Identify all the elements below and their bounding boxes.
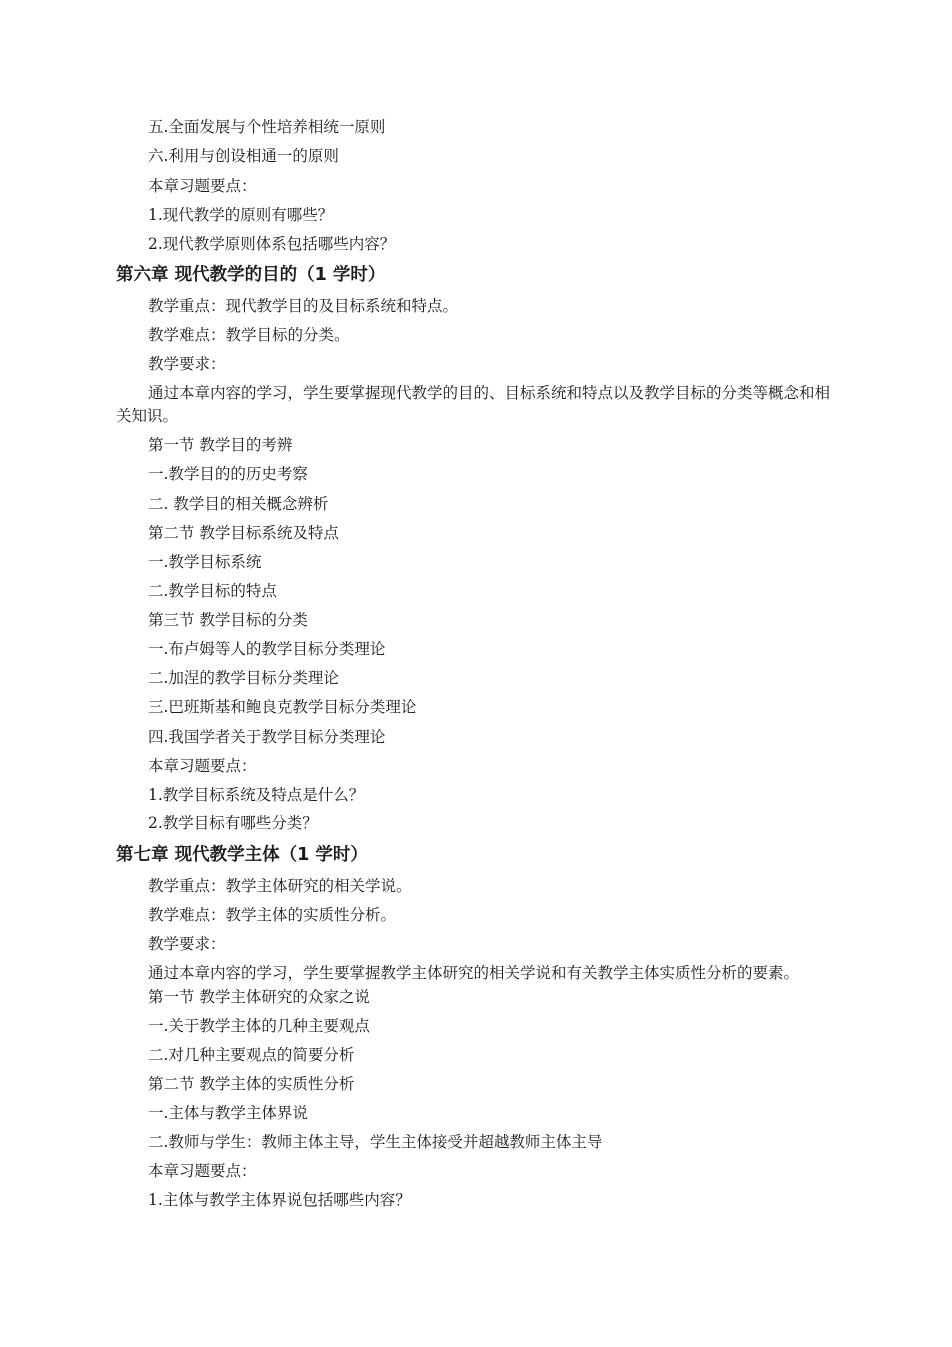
section-title: 第二节 教学目标系统及特点 — [148, 524, 339, 542]
teaching-focus: 教学重点：教学主体研究的相关学说。 — [148, 877, 412, 895]
section-item: 二.加涅的教学目标分类理论 — [148, 669, 339, 687]
teaching-requirement-label: 教学要求： — [148, 355, 226, 373]
section-title: 第一节 教学目的考辨 — [148, 436, 293, 454]
section-item: 一.教学目标系统 — [148, 553, 262, 571]
principle-item-6: 六.利用与创设相通一的原则 — [148, 147, 339, 165]
section-item: 一.主体与教学主体界说 — [148, 1104, 308, 1122]
exercise-question: 1.主体与教学主体界说包括哪些内容？ — [148, 1191, 411, 1209]
teaching-focus: 教学重点：现代教学目的及目标系统和特点。 — [148, 297, 459, 315]
section-title: 第二节 教学主体的实质性分析 — [148, 1075, 355, 1093]
exercise-label: 本章习题要点： — [148, 757, 257, 775]
section-item: 二.教学目标的特点 — [148, 582, 277, 600]
teaching-difficulty: 教学难点：教学主体的实质性分析。 — [148, 906, 397, 924]
section-item: 二.对几种主要观点的简要分析 — [148, 1046, 355, 1064]
section-item: 一.关于教学主体的几种主要观点 — [148, 1017, 370, 1035]
section-title: 第一节 教学主体研究的众家之说 — [148, 988, 370, 1006]
exercise-question: 1.现代教学的原则有哪些？ — [148, 206, 334, 224]
section-item: 一.教学目的的历史考察 — [148, 465, 308, 483]
exercise-question: 2.现代教学原则体系包括哪些内容？ — [148, 235, 396, 253]
section-item: 四.我国学者关于教学目标分类理论 — [148, 728, 386, 746]
section-title: 第三节 教学目标的分类 — [148, 611, 308, 629]
teaching-difficulty: 教学难点：教学目标的分类。 — [148, 326, 350, 344]
exercise-label: 本章习题要点： — [148, 177, 257, 195]
section-item: 二.教师与学生：教师主体主导，学生主体接受并超越教师主体主导 — [148, 1133, 603, 1151]
teaching-requirement-label: 教学要求： — [148, 935, 226, 953]
section-item: 一.布卢姆等人的教学目标分类理论 — [148, 640, 386, 658]
exercise-question: 2.教学目标有哪些分类？ — [148, 814, 318, 832]
chapter-6-heading: 第六章 现代教学的目的（1 学时） — [116, 265, 386, 285]
principle-item-5: 五.全面发展与个性培养相统一原则 — [148, 118, 386, 136]
exercise-question: 1.教学目标系统及特点是什么？ — [148, 786, 365, 804]
chapter-7-heading: 第七章 现代教学主体（1 学时） — [116, 845, 368, 865]
section-item: 三.巴班斯基和鲍良克教学目标分类理论 — [148, 698, 417, 716]
section-item: 二. 教学目的相关概念辨析 — [148, 495, 329, 513]
teaching-requirement-text: 通过本章内容的学习，学生要掌握现代教学的目的、目标系统和特点以及教学目标的分类等概念和相关知识。 — [116, 384, 831, 425]
teaching-requirement-text: 通过本章内容的学习，学生要掌握教学主体研究的相关学说和有关教学主体实质性分析的要素。 — [148, 964, 800, 982]
exercise-label: 本章习题要点： — [148, 1162, 257, 1180]
